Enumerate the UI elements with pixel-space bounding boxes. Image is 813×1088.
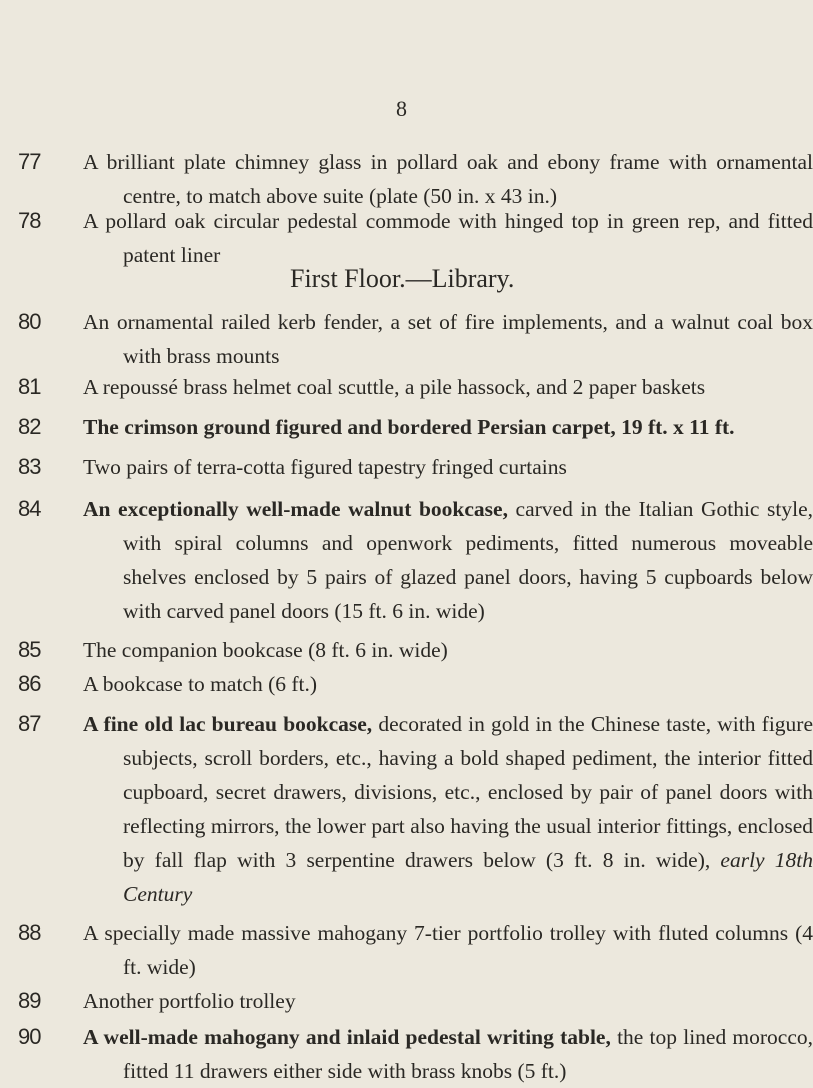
lot-description xyxy=(83,707,813,911)
lot-number: 83 xyxy=(18,454,41,479)
lot-description: An ornamental railed kerb fender, a set of fire implements, and a walnut coal box with brass mounts xyxy=(83,310,813,368)
lot-number: 80 xyxy=(18,309,41,334)
lot-title: A fine old lac bureau bookcase, xyxy=(83,712,373,736)
lot-details: the top lined morocco, fitted 11 drawers either side with brass knobs (5 ft.) xyxy=(123,1025,813,1083)
lot-description: Two pairs of terra-cotta figured tapestry fringed curtains xyxy=(83,455,567,479)
lot-details: decorated in gold in the Chinese taste, with figure subjects, scroll borders, etc., having a bold shaped pediment, the interior fitted cupboard, secret drawers, divisions, etc., enclosed by pair of panel doors with reflecting mirrors, the lower part also having the usual interior fittings, enclosed by fall flap with 3 serpentine drawers below (3 ft. 8 in. wide), xyxy=(123,712,813,872)
page-number: 8 xyxy=(396,96,407,121)
section-heading: First Floor.—Library. xyxy=(290,264,515,293)
lot-number: 87 xyxy=(18,711,41,736)
lot-title: A well-made mahogany and inlaid pedestal writing table, xyxy=(83,1025,611,1049)
lot-description: A bookcase to match (6 ft.) xyxy=(83,672,318,696)
lot-number: 81 xyxy=(18,374,41,399)
lot-details: carved in the Italian Gothic style, with spiral columns and openwork pediments, fitted numerous moveable shelves enclosed by 5 pairs of glazed panel doors, having 5 cupboards below with carved panel doors (15 ft. 6 in. wide) xyxy=(123,497,813,623)
lot-description: The crimson ground figured and bordered Persian carpet, 19 ft. x 11 ft. xyxy=(83,415,735,439)
lot-description xyxy=(83,492,813,628)
lot-period: early 18th Century xyxy=(123,848,813,906)
lot-title: An exceptionally well-made walnut bookcase, xyxy=(83,497,508,521)
lot-description: A specially made massive mahogany 7-tier portfolio trolley with fluted columns (4 ft. wide) xyxy=(83,921,813,979)
lot-number: 90 xyxy=(18,1024,41,1049)
lot-description: The companion bookcase (8 ft. 6 in. wide) xyxy=(83,638,448,662)
lot-number: 86 xyxy=(18,671,41,696)
lot-number: 88 xyxy=(18,920,41,945)
lot-description: Another portfolio trolley xyxy=(83,989,296,1013)
lot-description: A brilliant plate chimney glass in pollard oak and ebony frame with ornamental centre, to match above suite (plate (50 in. x 43 in.) xyxy=(83,150,813,208)
lot-number: 84 xyxy=(18,496,41,521)
lot-number: 77 xyxy=(18,149,41,174)
lot-description xyxy=(83,1020,813,1088)
lot-description: A pollard oak circular pedestal commode with hinged top in green rep, and fitted patent liner xyxy=(83,209,813,267)
lot-number: 82 xyxy=(18,414,41,439)
lot-description: A repoussé brass helmet coal scuttle, a pile hassock, and 2 paper baskets xyxy=(83,375,706,399)
lot-number: 89 xyxy=(18,988,41,1013)
lot-number: 85 xyxy=(18,637,41,662)
lot-number: 78 xyxy=(18,208,41,233)
